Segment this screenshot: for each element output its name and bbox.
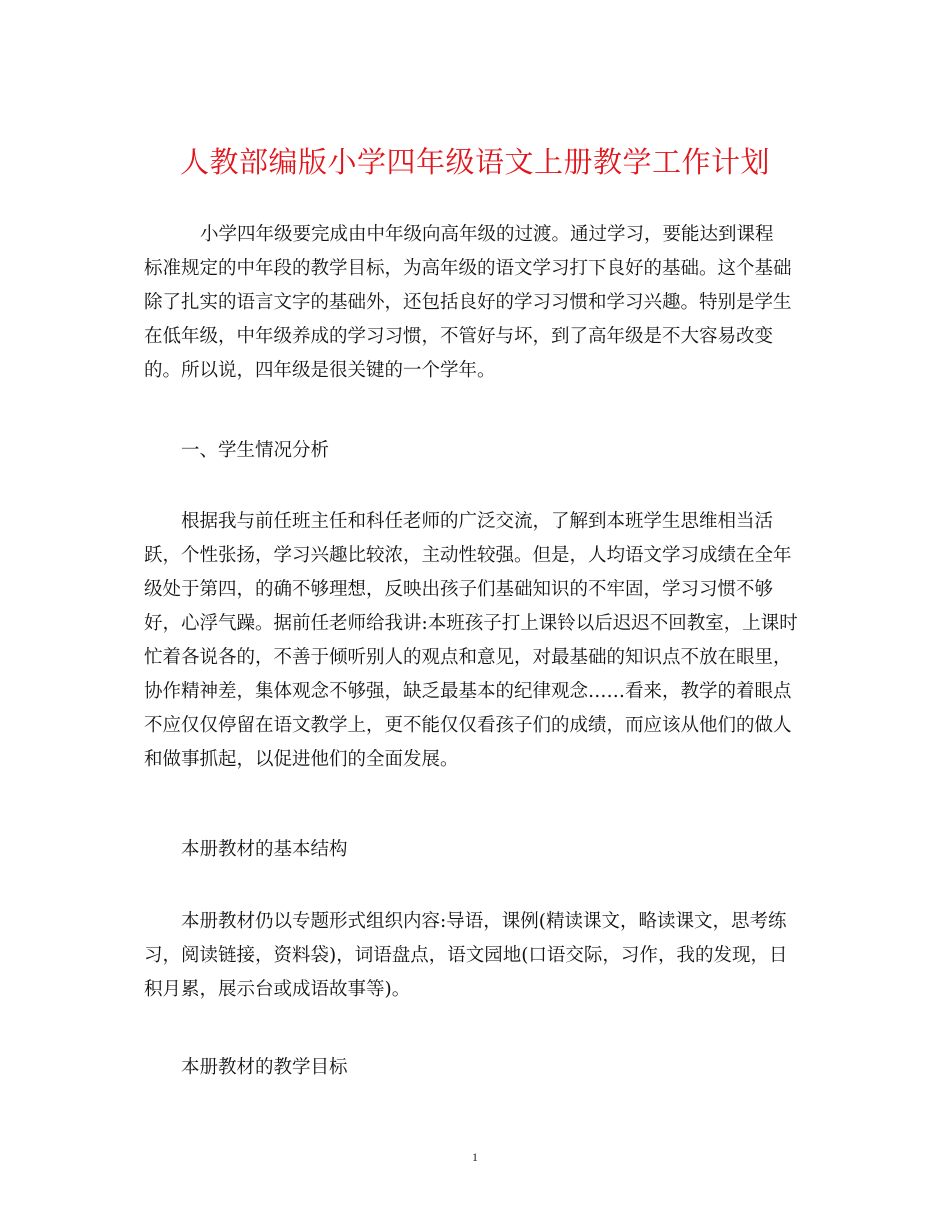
section-heading-goals [144,1051,800,1085]
text-line: 好，心浮气躁。据前任老师给我讲:本班孩子打上课铃以后迟迟不回教室，上课时 [144,613,798,634]
text-line: 忙着各说各的，不善于倾听别人的观点和意见，对最基础的知识点不放在眼里， [144,647,792,668]
analysis-paragraph [144,505,800,777]
structure-paragraph [144,905,800,1007]
text-line: 和做事抓起，以促进他们的全面发展。 [144,749,459,770]
section-heading-structure [144,833,800,867]
text-line: 小学四年级要完成由中年级向高年级的过渡。通过学习，要能达到课程 [200,224,774,245]
text-line: 协作精神差，集体观念不够强，缺乏最基本的纪律观念……看来，教学的着眼点 [144,681,792,702]
document-title: 人教部编版小学四年级语文上册教学工作计划 [179,145,770,179]
text-line: 积月累，展示台或成语故事等)。 [144,979,411,1000]
text-line: 跃，个性张扬，学习兴趣比较浓，主动性较强。但是，人均语文学习成绩在全年 [144,545,792,566]
text-line: 不应仅仅停留在语文教学上，更不能仅仅看孩子们的成绩，而应该从他们的做人 [144,715,792,736]
text-line: 除了扎实的语言文字的基础外，还包括良好的学习习惯和学习兴趣。特别是学生 [144,292,792,313]
text-line: 习，阅读链接，资料袋)，词语盘点，语文园地(口语交际，习作，我的发现，日 [144,945,788,966]
text-line: 在低年级，中年级养成的学习习惯，不管好与坏，到了高年级是不大容易改变 [144,326,774,347]
text-line: 根据我与前任班主任和科任老师的广泛交流，了解到本班学生思维相当活 [181,511,774,532]
page-number: 1 [472,1150,478,1164]
heading-text: 一、学生情况分析 [181,440,330,461]
text-line: 标准规定的中年段的教学目标，为高年级的语文学习打下良好的基础。这个基础 [144,258,792,279]
text-line: 的。所以说，四年级是很关键的一个学年。 [144,360,496,381]
intro-paragraph [144,218,800,388]
text-line: 级处于第四，的确不够理想，反映出孩子们基础知识的不牢固，学习习惯不够 [144,579,774,600]
heading-text: 本册教材的基本结构 [181,839,348,860]
text-line: 本册教材仍以专题形式组织内容:导语，课例(精读课文，略读课文，思考练 [181,911,787,932]
heading-text: 本册教材的教学目标 [181,1057,348,1078]
section-heading-student-analysis [144,434,800,468]
